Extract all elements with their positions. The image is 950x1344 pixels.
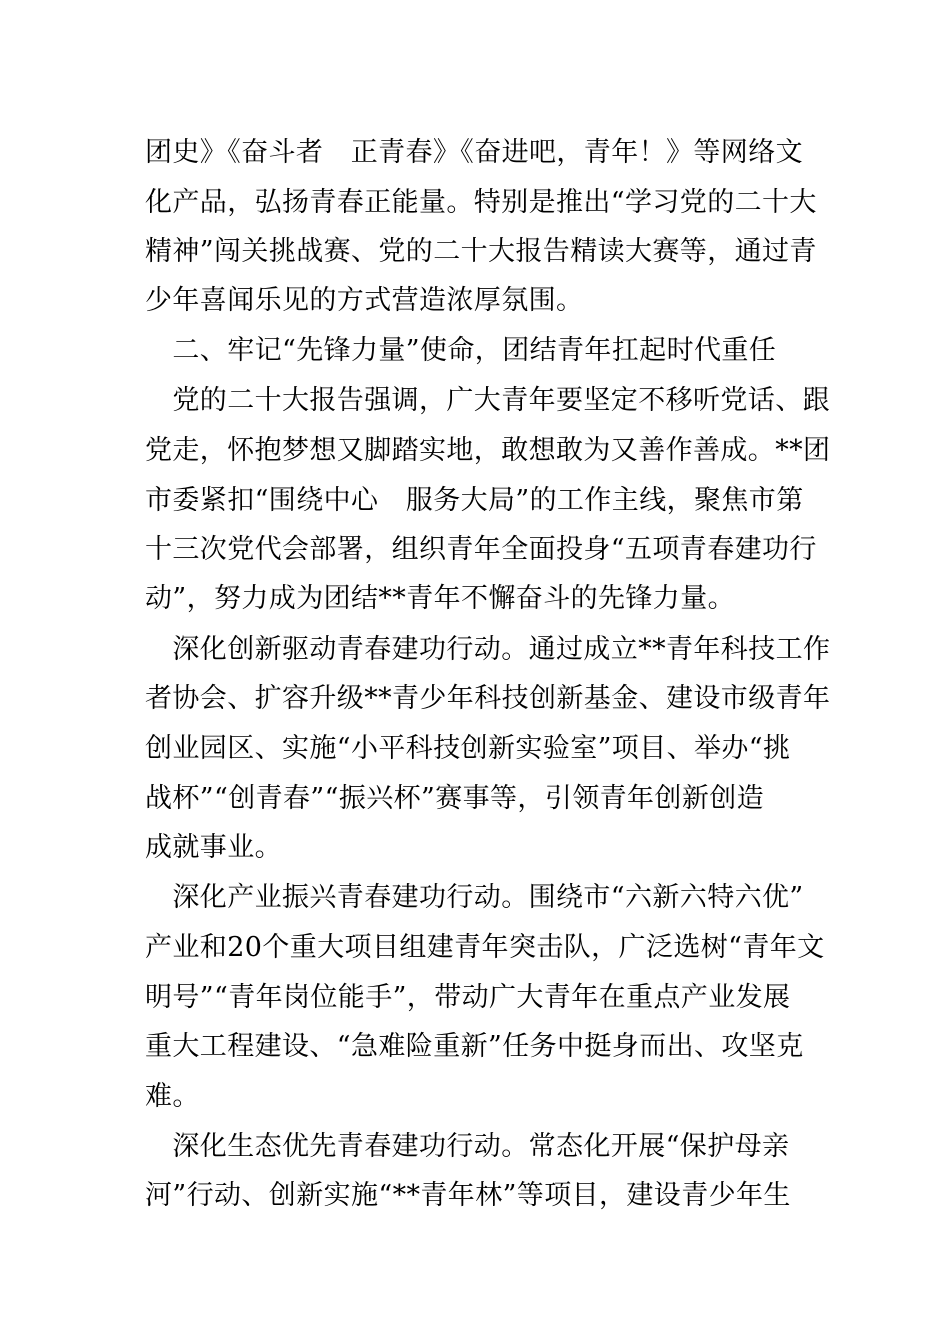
text-line: 党的二十大报告强调，广大青年要坚定不移听党话、跟 [145,385,830,416]
text-line: 者协会、扩容升级**青少年科技创新基金、建设市级青年 [145,683,831,714]
text-line: 创业园区、实施“小平科技创新实验室”项目、举办“挑 [145,733,791,764]
text-line: 成就事业。 [145,832,282,863]
text-line: 精神”闯关挑战赛、党的二十大报告精读大赛等，通过青 [145,236,817,267]
text-line: 团史》《奋斗者 正青春》《奋进吧，青年！》等网络文 [145,137,803,168]
text-line: 党走，怀抱梦想又脚踏实地，敢想敢为又善作善成。**团 [145,435,831,466]
text-line: 明号”“青年岗位能手”，带动广大青年在重点产业发展 [145,982,791,1013]
text-line: 化产品，弘扬青春正能量。特别是推出“学习党的二十大 [145,187,817,218]
text-line: 市委紧扣“围绕中心 服务大局”的工作主线，聚焦市第 [145,485,804,516]
text-line: 十三次党代会部署，组织青年全面投身“五项青春建功行 [145,534,817,565]
text-line: 河”行动、创新实施“**青年林”等项目，建设青少年生 [145,1180,791,1211]
text-line: 战杯”“创青春”“振兴杯”赛事等，引领青年创新创造 [145,783,765,814]
text-line: 深化创新驱动青春建功行动。通过成立**青年科技工作 [145,634,831,665]
text-line: 产业和20个重大项目组建青年突击队，广泛选树“青年文 [145,932,825,963]
text-line: 少年喜闻乐见的方式营造浓厚氛围。 [145,285,584,316]
section-heading: 二、牢记“先锋力量”使命，团结青年扛起时代重任 [145,335,777,366]
text-line: 重大工程建设、“急难险重新”任务中挺身而出、攻坚克 [145,1031,804,1062]
text-line: 深化生态优先青春建功行动。常态化开展“保护母亲 [145,1131,790,1162]
text-line: 难。 [145,1081,200,1112]
text-line: 动”，努力成为团结**青年不懈奋斗的先锋力量。 [145,583,736,614]
text-line: 深化产业振兴青春建功行动。围绕市“六新六特六优” [145,882,804,913]
